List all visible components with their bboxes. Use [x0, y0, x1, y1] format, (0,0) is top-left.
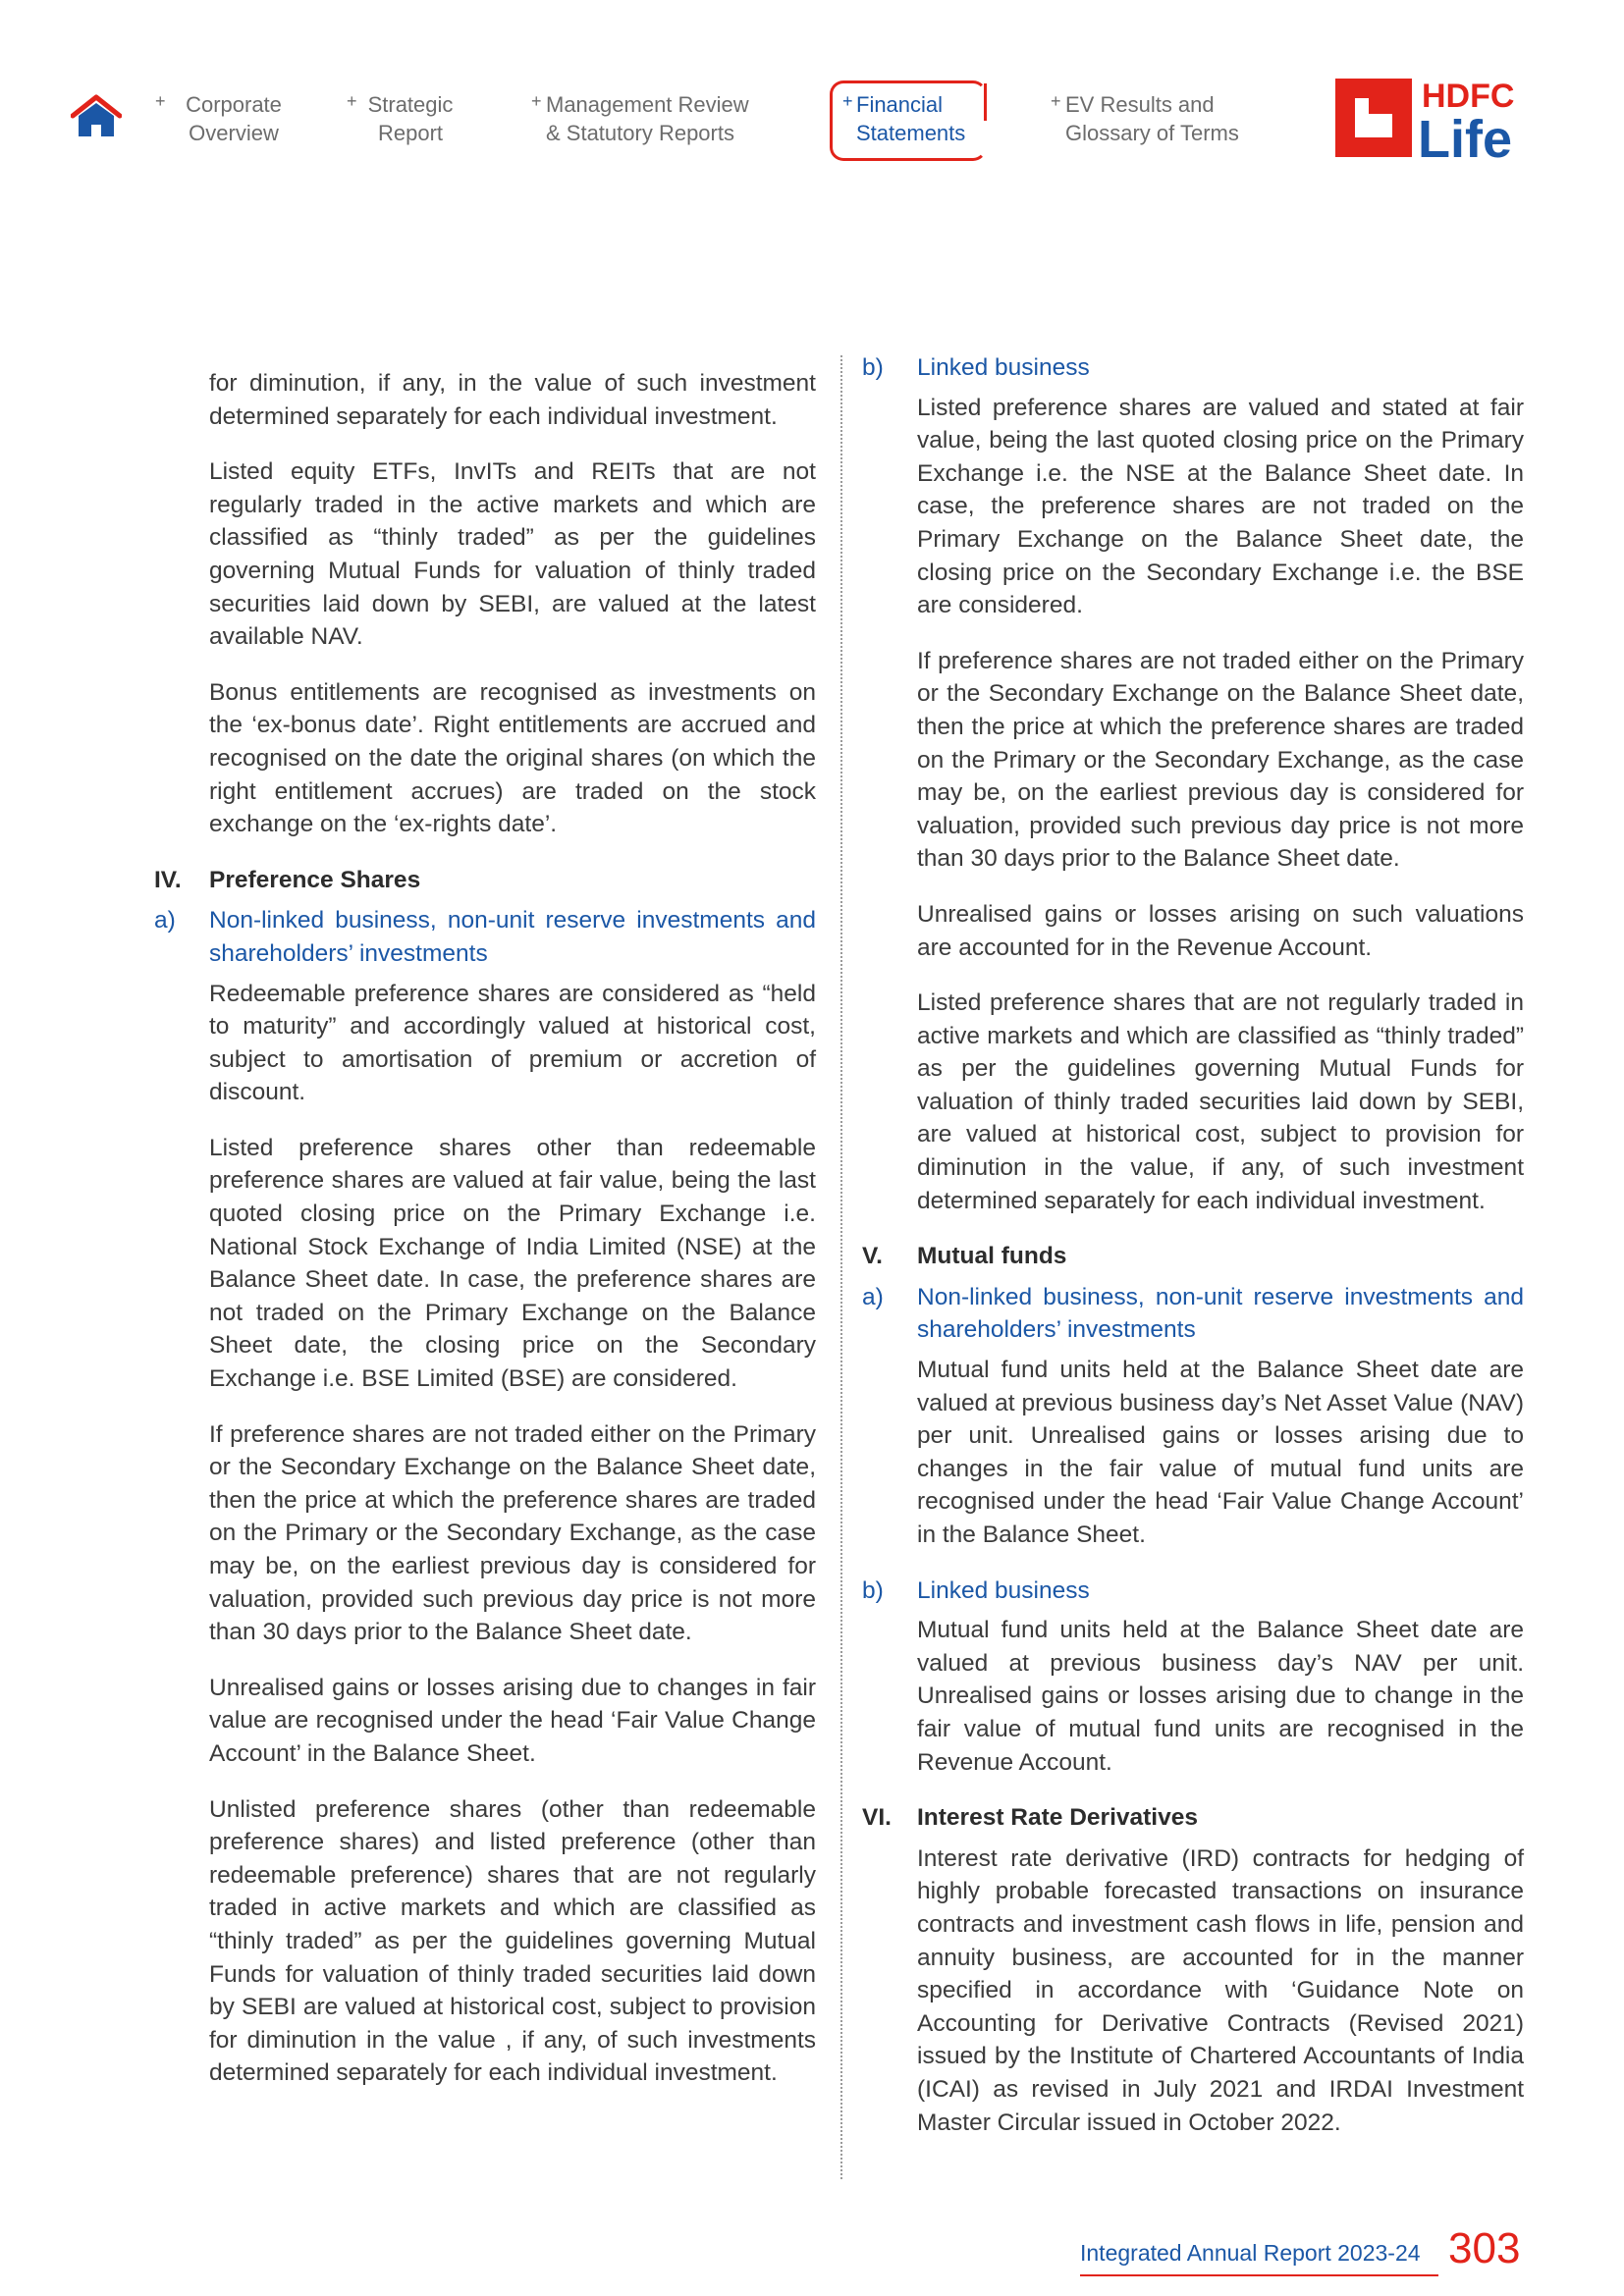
plus-icon: +: [155, 91, 166, 111]
paragraph: Unrealised gains or losses arising due to changes in fair value are recognised under the head ‘Fair Value Change Account’ in the Balance Sheet.: [209, 1674, 816, 1767]
paragraph: for diminution, if any, in the value of such investment determined separately for each individual investment.: [209, 370, 816, 430]
right-column: [862, 351, 1524, 2162]
paragraph: Listed preference shares are valued and stated at fair value, being the last quoted closing price on the Primary Exchange i.e. the NSE at the Balance Sheet date. In case, the preference shares are not traded on the Primary Exchange on the Balance Sheet date, the closing price on the Secondary Exchange i.e. the BSE are considered.: [917, 394, 1524, 619]
report-title: Integrated Annual Report 2023-24: [1080, 2240, 1421, 2266]
section-title: Interest Rate Derivatives: [917, 1804, 1198, 1832]
hdfc-life-logo: [1335, 75, 1528, 161]
svg-text:Life: Life: [1418, 110, 1513, 161]
nav-ev-results[interactable]: [1051, 90, 1262, 147]
footer-underline: [1080, 2274, 1438, 2276]
paragraph: If preference shares are not traded either on the Primary or the Secondary Exchange on the Balance Sheet date, then the price at which the preference shares are traded on the Primary or the Secondary Exchange, as the case may be, on the earliest previous day is considered for valuation, provided such previous day price is not more than 30 days prior to the Balance Sheet date.: [917, 647, 1524, 873]
page-number: 303: [1448, 2224, 1521, 2272]
subsection-title: Non-linked business, non-unit reserve investments and shareholders’ investments: [917, 1283, 1524, 1344]
subsection-title: Linked business: [917, 1576, 1090, 1604]
subsection-number: b): [862, 354, 884, 381]
column-divider: [840, 355, 842, 2179]
subsection-title: Non-linked business, non-unit reserve investments and shareholders’ investments: [209, 907, 816, 967]
subsection-heading: [862, 1575, 1524, 1608]
paragraph: Bonus entitlements are recognised as investments on the ‘ex-bonus date’. Right entitlements are accrued and recognised on the date the original shares (on which the right entitlement accrues) are traded on the stock exchange on the ‘ex-rights date’.: [209, 678, 816, 838]
nav-label: Management Review & Statutory Reports: [546, 92, 749, 145]
subsection-title: Linked business: [917, 354, 1090, 381]
left-column: [154, 367, 816, 2112]
paragraph: Interest rate derivative (IRD) contracts for hedging of highly probable forecasted transactions on insurance contracts and investment cash flows in life, pension and annuity business, are accounted for in the manner specified in accordance with ‘Guidance Note on Accounting for Derivative Contracts (Revised 2021) issued by the Institute of Chartered Accountants of India (ICAI) as revised in July 2021 and IRDAI Investment Master Circular issued in October 2022.: [917, 1844, 1524, 2136]
paragraph: Listed preference shares other than redeemable preference shares are valued at fair value, being the last quoted closing price on the Primary Exchange i.e. National Stock Exchange of India Limited (NSE) at the Balance Sheet date. In case, the preference shares are not traded on the Primary Exchange on the Balance Sheet date, the closing price on the Secondary Exchange i.e. BSE Limited (BSE) are considered.: [209, 1134, 816, 1393]
home-icon[interactable]: [71, 94, 122, 139]
section-heading: [862, 1801, 1524, 1835]
paragraph: Unlisted preference shares (other than redeemable preference shares) and listed preference (other than redeemable preference) shares that are not regularly traded in active markets and which are classified as “thinly traded” as per the guidelines governing Mutual Funds for valuation of thinly traded securities laid down by SEBI are valued at historical cost, subject to provision for diminution in the value , if any, of such investments determined separately for each individual investment.: [209, 1795, 816, 2087]
subsection-heading: [862, 351, 1524, 385]
section-heading: [862, 1240, 1524, 1273]
paragraph: Redeemable preference shares are considered as “held to maturity” and accordingly valued at historical cost, subject to amortisation of premium or accretion of discount.: [209, 980, 816, 1106]
section-number: VI.: [862, 1804, 892, 1832]
paragraph: If preference shares are not traded either on the Primary or the Secondary Exchange on the Balance Sheet date, then the price at which the preference shares are traded on the Primary or the Secondary Exchange, as the case may be, on the earliest previous day is considered for valuation, provided such previous day price is not more than 30 days prior to the Balance Sheet date.: [209, 1420, 816, 1646]
subsection-heading: [862, 1281, 1524, 1347]
svg-text:HDFC: HDFC: [1422, 78, 1515, 115]
section-number: V.: [862, 1243, 883, 1270]
nav-label: Strategic Report: [367, 92, 454, 145]
nav-corporate-overview[interactable]: [155, 90, 298, 147]
plus-icon: +: [842, 91, 853, 111]
paragraph: Mutual fund units held at the Balance Sheet date are valued at previous business day’s Net Asset Value (NAV) per unit. Unrealised gains or losses arising due to changes in the fair value of mutual fund units are recognised under the head ‘Fair Value Change Account’ in the Balance Sheet.: [917, 1357, 1524, 1548]
paragraph: Unrealised gains or losses arising on such valuations are accounted for in the Revenue Account.: [917, 900, 1524, 961]
nav-strategic-report[interactable]: [347, 90, 460, 147]
nav-label: EV Results and Glossary of Terms: [1065, 92, 1239, 145]
plus-icon: +: [1051, 91, 1061, 111]
nav-management-review[interactable]: [531, 90, 778, 147]
subsection-heading: [154, 904, 816, 970]
subsection-number: a): [154, 907, 176, 934]
plus-icon: +: [347, 91, 357, 111]
section-heading: [154, 864, 816, 897]
section-number: IV.: [154, 866, 182, 893]
nav-label: Financial Statements: [856, 92, 966, 145]
paragraph: Listed equity ETFs, InvITs and REITs that are not regularly traded in the active markets and which are classified as “thinly traded” as per the guidelines governing Mutual Funds for valuation of thinly traded securities laid down by SEBI, are valued at the latest available NAV.: [209, 458, 816, 651]
paragraph: Mutual fund units held at the Balance Sheet date are valued at previous business day’s NAV per unit. Unrealised gains or losses arising due to change in the fair value of mutual fund units are recognised in the Revenue Account.: [917, 1617, 1524, 1776]
paragraph: Listed preference shares that are not regularly traded in active markets and which are classified as “thinly traded” as per the guidelines governing Mutual Funds for valuation of thinly traded securities laid down by SEBI, are valued at historical cost, subject to provision for diminution in the value, if any, of such investment determined separately for each individual investment.: [917, 989, 1524, 1214]
section-title: Preference Shares: [209, 866, 421, 893]
nav-financial-statements[interactable]: [842, 90, 979, 147]
section-title: Mutual funds: [917, 1243, 1067, 1270]
nav-label: Corporate Overview: [186, 92, 282, 145]
subsection-number: b): [862, 1576, 884, 1604]
plus-icon: +: [531, 91, 542, 111]
subsection-number: a): [862, 1283, 884, 1310]
